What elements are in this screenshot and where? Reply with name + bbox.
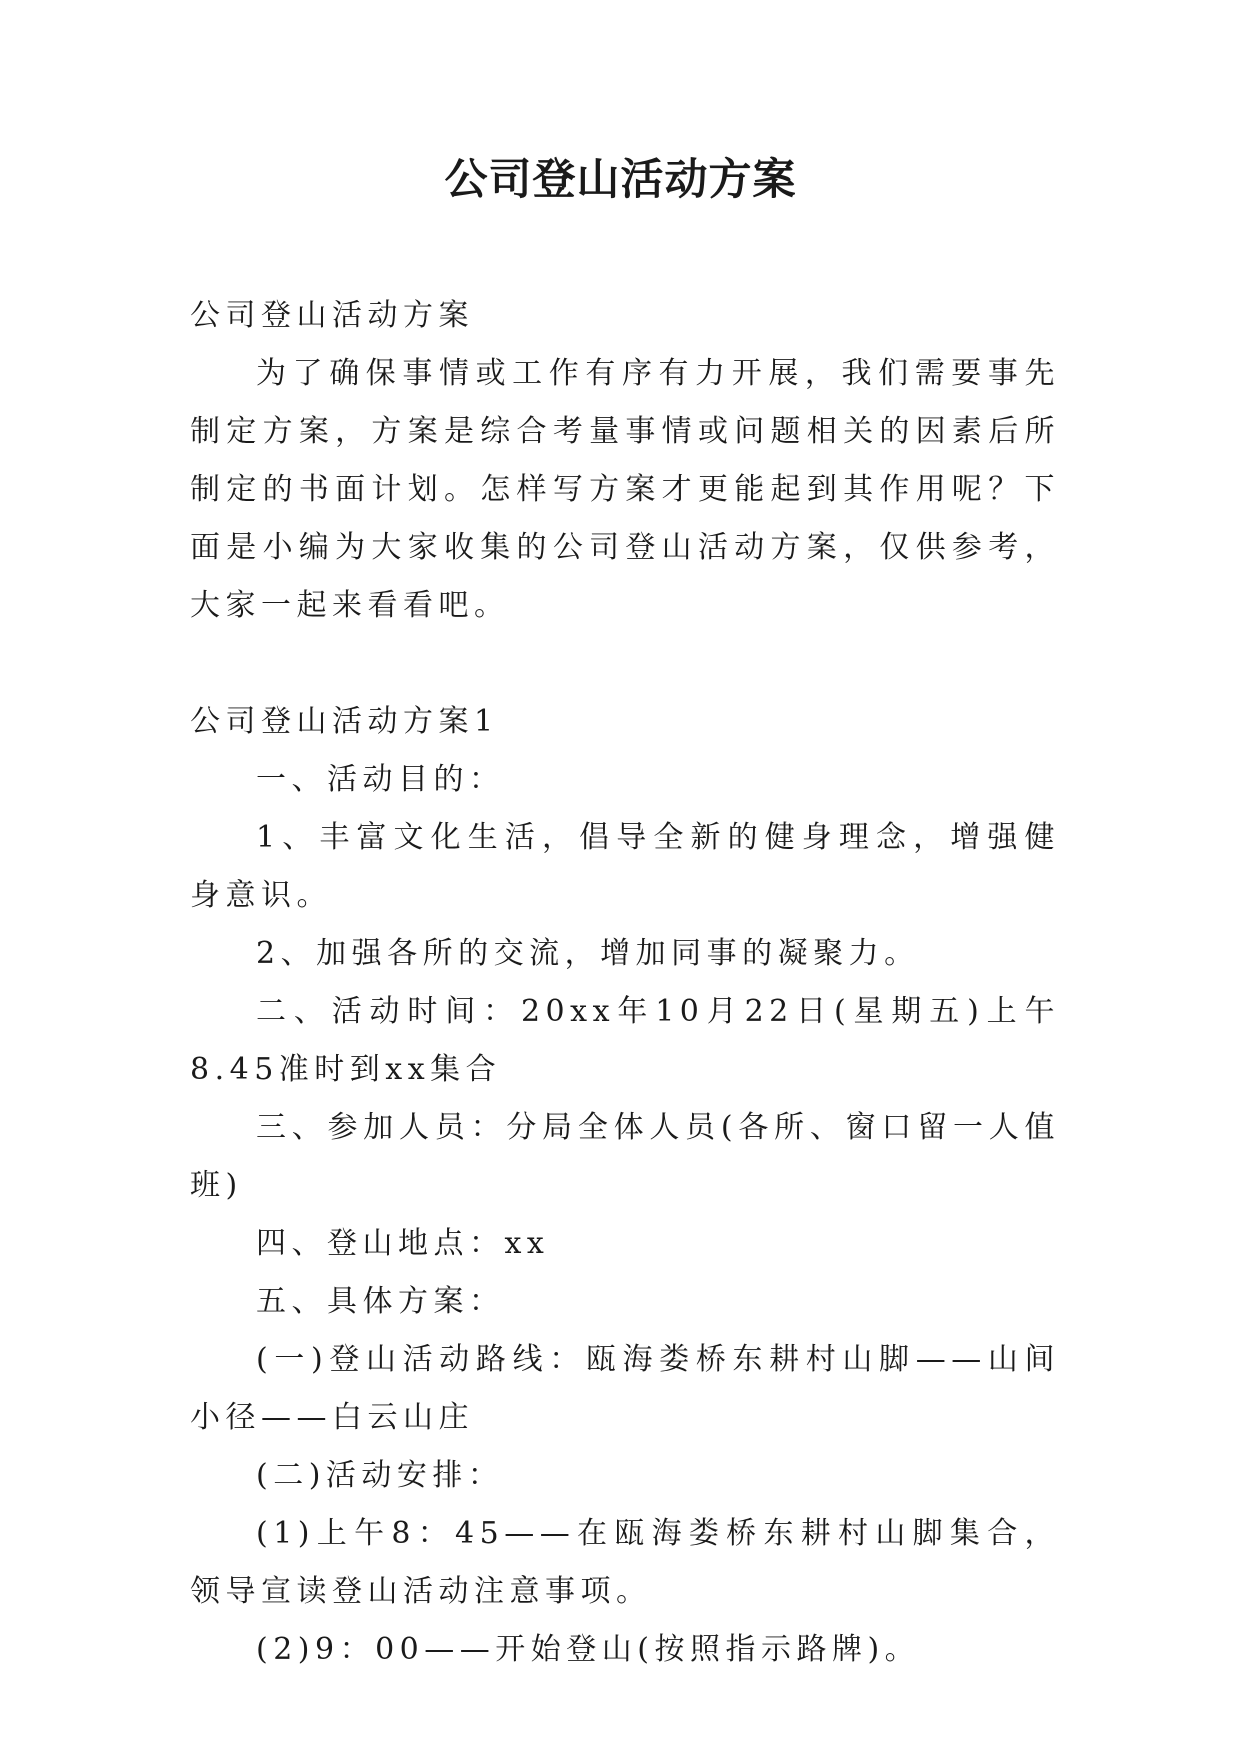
paragraph-arrangement-heading: (二)活动安排：: [256, 1458, 504, 1493]
subtitle: 公司登山活动方案: [190, 298, 474, 333]
section-heading: 公司登山活动方案1: [190, 704, 499, 739]
paragraph-arrangement-2: (2)9：00——开始登山(按照指示路牌)。: [256, 1632, 921, 1667]
paragraph-location: 四、登山地点：xx: [256, 1226, 550, 1261]
paragraph-participants: 三、参加人员：分局全体人员(各所、窗口留一人值班): [190, 1110, 1060, 1203]
intro-paragraph: 为了确保事情或工作有序有力开展，我们需要事先制定方案，方案是综合考量事情或问题相关的因素后所制定的书面计划。怎样写方案才更能起到其作用呢？下面是小编为大家收集的公司登山活动方案，仅供参考，大家一起来看看吧。: [190, 356, 1060, 623]
paragraph-purpose-1: 1、丰富文化生活，倡导全新的健身理念，增强健身意识。: [190, 820, 1060, 913]
paragraph-arrangement-1: (1)上午8：45——在瓯海娄桥东耕村山脚集合，领导宣读登山活动注意事项。: [190, 1516, 1060, 1609]
document-body: [190, 287, 1060, 1679]
paragraph-route: (一)登山活动路线：瓯海娄桥东耕村山脚——山间小径——白云山庄: [190, 1342, 1060, 1435]
document-title: 公司登山活动方案: [444, 155, 797, 205]
paragraph-time: 二、活动时间：20xx年10月22日(星期五)上午8.45准时到xx集合: [190, 994, 1060, 1087]
paragraph-purpose-heading: 一、活动目的：: [256, 762, 505, 797]
paragraph-plan-heading: 五、具体方案：: [256, 1284, 505, 1319]
paragraph-purpose-2: 2、加强各所的交流，增加同事的凝聚力。: [256, 936, 920, 971]
